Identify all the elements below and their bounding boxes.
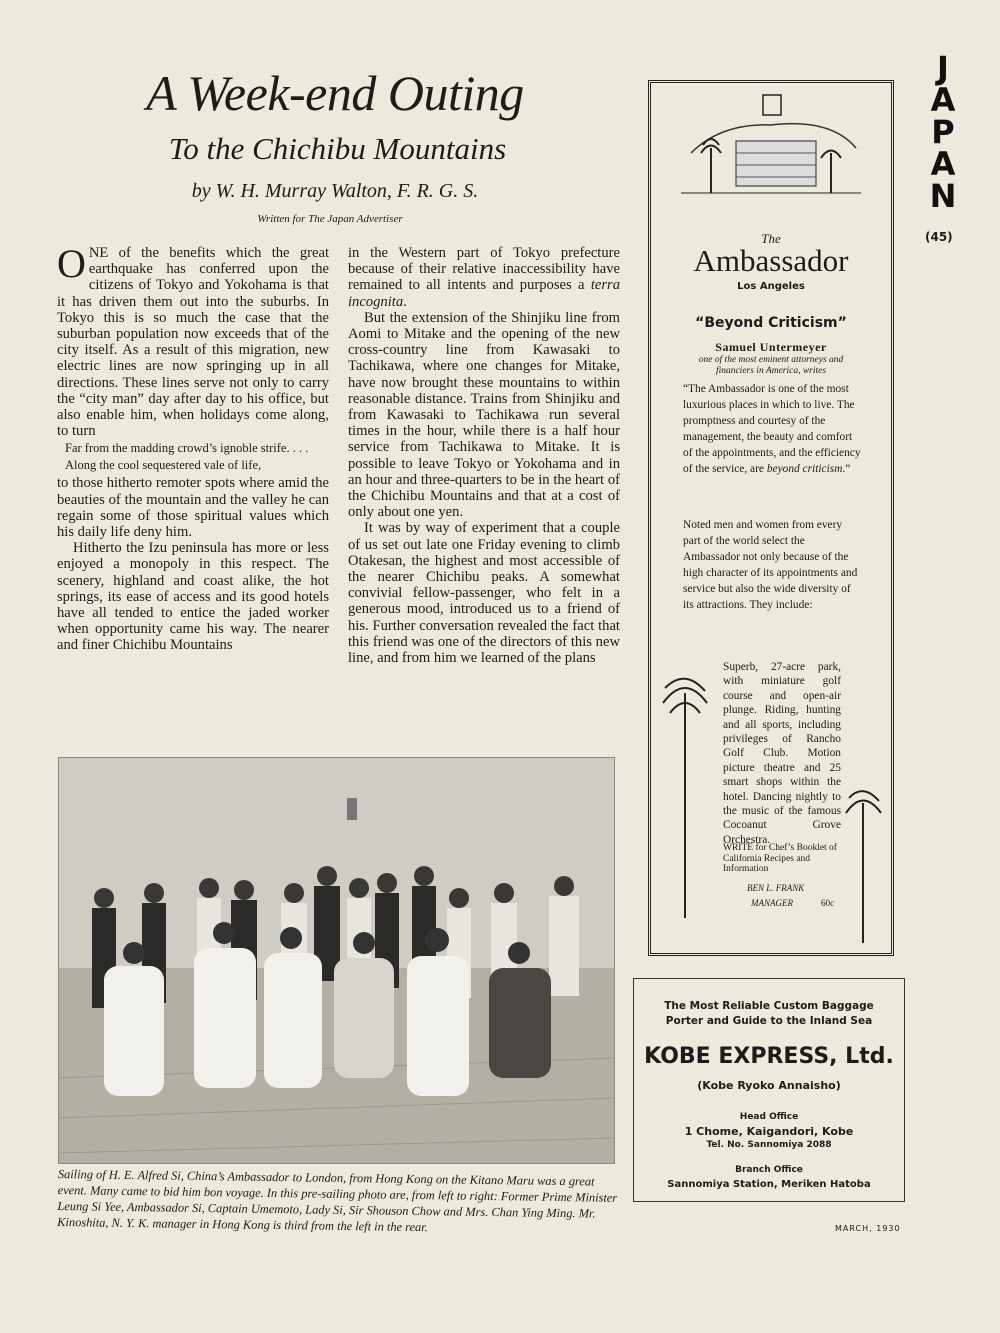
ad-write: WRITE for Chef’s Booklet of California Recipes and Information bbox=[723, 843, 837, 874]
article-byline: by W. H. Murray Walton, F. R. G. S. bbox=[191, 180, 479, 202]
ad-code: 60c bbox=[821, 898, 834, 908]
verse-line: Far from the madding crowd’s ignoble strife. . . . bbox=[65, 441, 309, 456]
kobe-head-office-tel: Tel. No. Sannomiya 2088 bbox=[706, 1140, 832, 1150]
paragraph: ONE of the benefits which the great earthquake has conferred upon the citizens of Tokyo and Yokohama is that it has driven them out into the suburbs. In Tokyo this is so much the case that the suburban population now exceeds that of the city itself. As a result of this migration, new electric lines are now springing up in all directions. These lines serve not only to carry the “city man” day after day to his office, but also enable him, when holidays come along, to turn bbox=[57, 241, 329, 440]
kobe-express-ad bbox=[633, 978, 905, 1202]
ad-features: Superb, 27-acre park, with miniature golf course and open-air plunge. Riding, hunting and all sports, including privileges of Rancho Golf Club. Motion picture theatre and 25 smart shops within the hotel. Dancing nightly to the music of the famous Cocoanut Grove Orchestra. bbox=[723, 661, 841, 846]
ad-headline: “Beyond Criticism” bbox=[695, 315, 847, 331]
ad-city: Los Angeles bbox=[737, 281, 805, 292]
paragraph: Hitherto the Izu peninsula has more or less enjoyed a monopoly in this respect. The scenery, highland and coast alike, the hot springs, its ease of access and its good hotels have all tended to entice the jaded worker when opportunity came his way. The nearer and finer Chichibu Mountains bbox=[57, 540, 329, 654]
group-photo bbox=[58, 757, 615, 1164]
palm-illustration-right bbox=[841, 783, 886, 948]
masthead-letter: A bbox=[930, 81, 956, 119]
paragraph: to those hitherto remoter spots where amid the beauties of the mountain and the valley he can regain some of those spiritual values which his daily life deny him. bbox=[57, 475, 329, 541]
masthead-letter: A bbox=[930, 145, 956, 183]
kobe-head-office-label: Head Office bbox=[739, 1112, 799, 1122]
page-number: (45) bbox=[925, 230, 953, 244]
article-title: A Week-end Outing bbox=[146, 65, 524, 121]
ad-endorser-desc: one of the most eminent attorneys and financiers in America, writes bbox=[698, 355, 844, 376]
kobe-head-office-address: 1 Chome, Kaigandori, Kobe bbox=[684, 1125, 854, 1138]
ad-manager-title: MANAGER bbox=[751, 898, 793, 908]
verse-line: Along the cool sequestered vale of life, bbox=[65, 458, 262, 473]
kobe-branch-address: Sannomiya Station, Meriken Hatoba bbox=[667, 1179, 871, 1190]
issue-date: MARCH, 1930 bbox=[835, 1224, 901, 1233]
ad-manager-name: BEN L. FRANK bbox=[747, 883, 805, 893]
masthead-letter: N bbox=[929, 177, 957, 215]
palm-illustration bbox=[655, 663, 715, 923]
article-subtitle: To the Chichibu Mountains bbox=[168, 131, 507, 166]
masthead-letter: P bbox=[931, 113, 955, 151]
masthead-letter: J bbox=[937, 49, 949, 87]
paragraph: But the extension of the Shinjiku line from Aomi to Mitake and the opening of the new cross-country line from Kawasaki to Tachikawa, where one changes for Mitake, have now brought these mountains to within reasonable distance. Trains from Shinjiku and from Kawasaki to Tachikawa run several times in the hour, while there is a half hour service from Tachikawa to Mitake. It is possible to leave Tokyo or Yokohama and in an hour and three-quarters to be in the heart of the Chichibu Mountains and that at a cost of only about one yen. bbox=[348, 309, 620, 521]
ad-the: The bbox=[761, 231, 781, 246]
group-photo-illustration bbox=[59, 758, 614, 1163]
kobe-tagline: The Most Reliable Custom Baggage Porter and Guide to the Inland Sea bbox=[664, 1000, 874, 1027]
ad-endorser: Samuel Untermeyer bbox=[715, 340, 827, 354]
drop-cap: O bbox=[57, 241, 86, 286]
masthead-japan bbox=[925, 49, 961, 215]
photo-caption: Sailing of H. E. Alfred Si, China’s Ambassador to London, from Hong Kong on the Kitano Maru was a great event. Many came to bid him bon voyage. In this pre-sailing photo are, from left to right: Former Prime Minister Leung Si Yee, Ambassador Si, Captain Umemoto, Lady Si, Sir Shouson Chow and Mrs. Chan Ying Ming. Mr. Kinoshita, N. Y. K. manager in Hong Kong is third from the left in the rear. bbox=[57, 1166, 618, 1235]
ambassador-ad bbox=[648, 80, 894, 956]
hotel-illustration bbox=[681, 93, 861, 203]
article-column-1 bbox=[57, 241, 329, 654]
article-source-note: Written for The Japan Advertiser bbox=[257, 213, 403, 225]
ad-hotel-name: Ambassador bbox=[693, 243, 849, 278]
paragraph: It was by way of experiment that a couple of us set out late one Friday evening to climb Otakesan, the highest and most accessible of the nearer Chichibu peaks. A somewhat convivial fellow-passenger, who felt in a generous mood, introduced us to a friend of his. Further conversation revealed the fact that this friend was one of the directors of this new line, and from him we learned of the plans bbox=[348, 520, 620, 667]
article-column-2 bbox=[348, 245, 620, 666]
paragraph: in the Western part of Tokyo prefecture because of their relative inaccessibility have remained to all intents and purposes a terra incognita. bbox=[348, 245, 621, 310]
ad-quote: “The Ambassador is one of the most luxurious places in which to live. The promptness and courtesy of the management, the beauty and comfort of the appointments, and the efficiency of the service, are beyond criticism.” bbox=[683, 383, 861, 475]
kobe-japanese-name: (Kobe Ryoko Annaisho) bbox=[697, 1079, 841, 1092]
kobe-name: KOBE EXPRESS, Ltd. bbox=[644, 1044, 894, 1069]
ad-body: Noted men and women from every part of the world select the Ambassador not only because of the high character of its appointments and service but also the wide diversity of its attractions. They include: bbox=[683, 519, 858, 611]
kobe-branch-label: Branch Office bbox=[735, 1165, 803, 1175]
